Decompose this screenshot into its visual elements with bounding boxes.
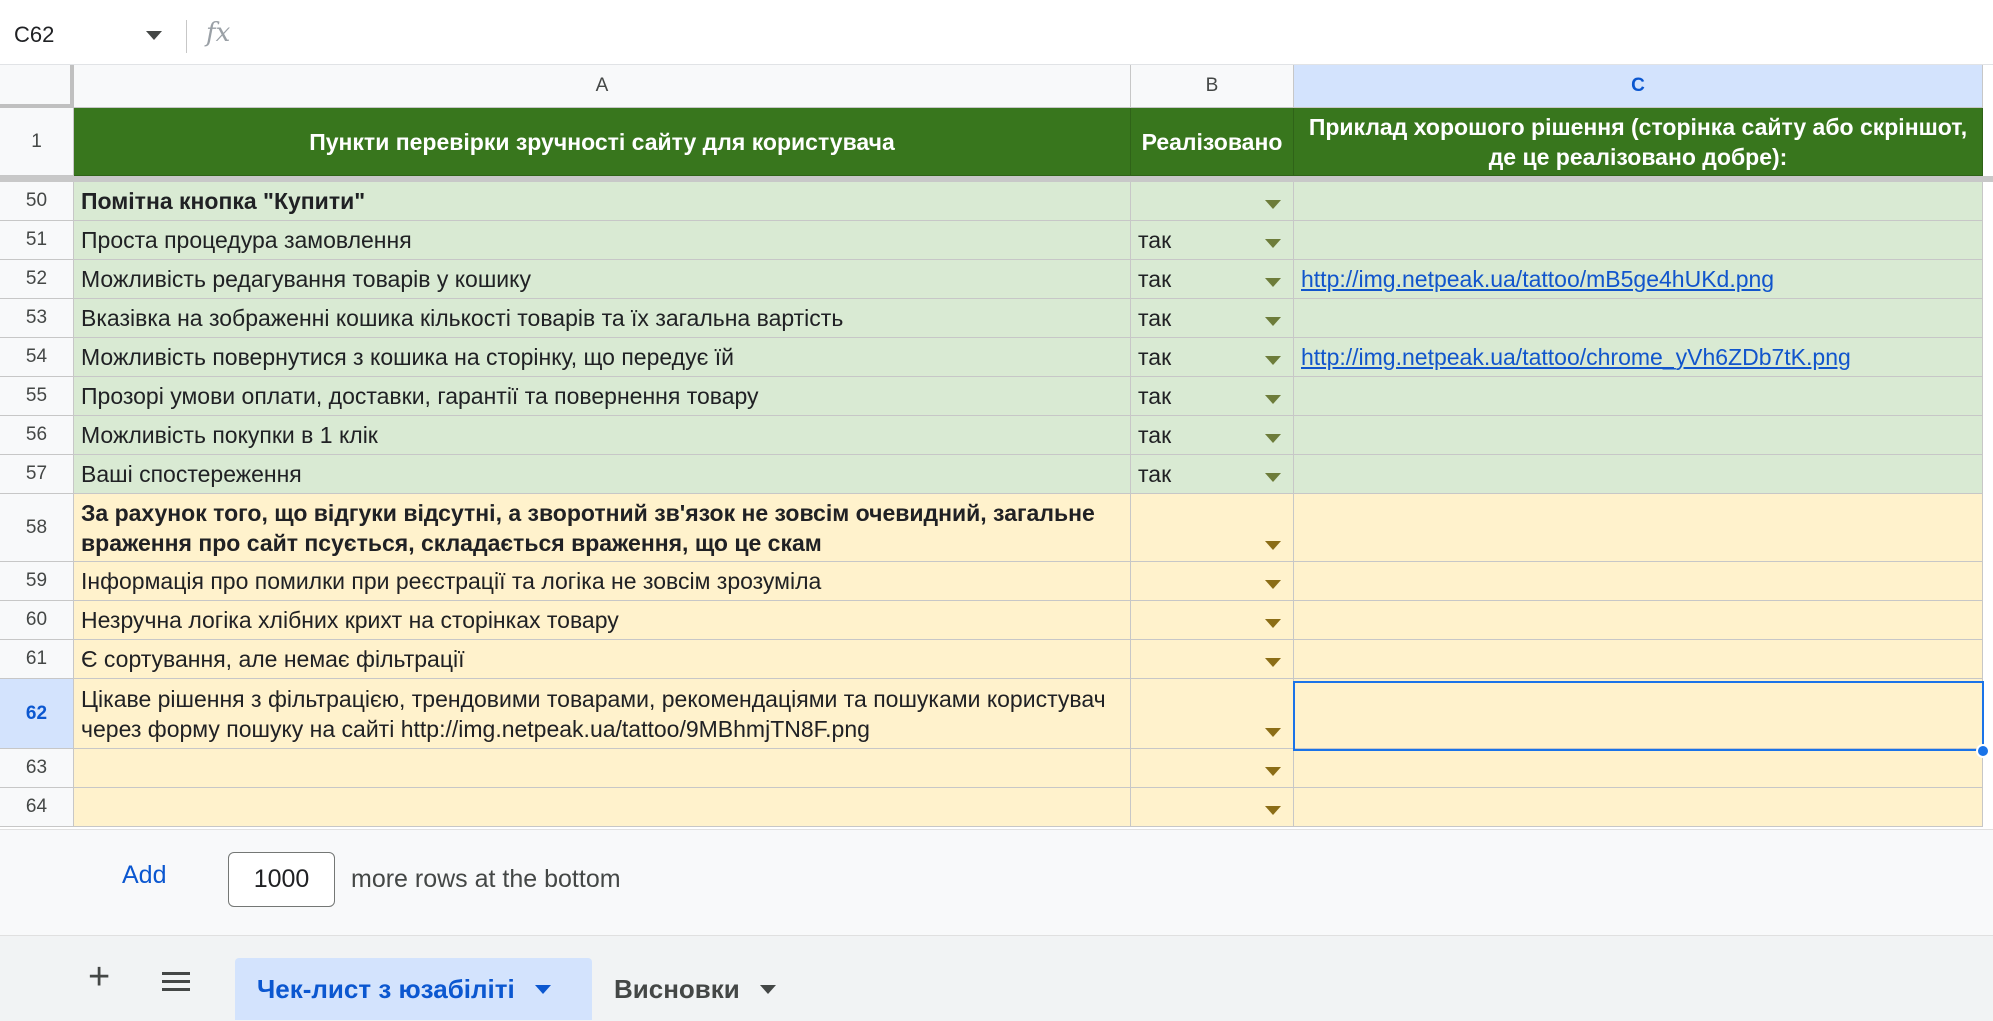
- add-rows-label: more rows at the bottom: [351, 865, 621, 893]
- formula-bar: [0, 0, 1993, 65]
- cell-c50[interactable]: [1294, 182, 1983, 221]
- sheet-tab-label: Чек-лист з юзабіліті: [257, 973, 515, 1004]
- dropdown-arrow-icon[interactable]: [1265, 767, 1281, 776]
- row-header-58[interactable]: 58: [0, 494, 74, 562]
- cell-b54[interactable]: [1131, 338, 1294, 377]
- sheet-tab-label: Висновки: [614, 973, 740, 1004]
- cell-c55[interactable]: [1294, 377, 1983, 416]
- cell-b55[interactable]: [1131, 377, 1294, 416]
- dropdown-arrow-icon[interactable]: [1265, 619, 1281, 628]
- sheet-tab-conclusions[interactable]: [592, 958, 798, 1020]
- cell-b56[interactable]: [1131, 416, 1294, 455]
- cell-c64[interactable]: [1294, 788, 1983, 827]
- cell-a62[interactable]: Цікаве рішення з фільтрацією, трендовими товарами, рекомендаціями та пошуками користувач через форму пошуку на сайті http://img.netpeak.ua/tattoo/9MBhmjTN8F.png: [74, 679, 1131, 749]
- dropdown-arrow-icon[interactable]: [1265, 317, 1281, 326]
- cell-b-value: так: [1138, 227, 1172, 253]
- cell-c51[interactable]: [1294, 221, 1983, 260]
- cell-a53[interactable]: Вказівка на зображенні кошика кількості товарів та їх загальна вартість: [74, 299, 1131, 338]
- sheet-tab-usability-checklist[interactable]: [235, 958, 592, 1020]
- cell-b-value: так: [1138, 305, 1172, 331]
- cell-b52[interactable]: [1131, 260, 1294, 299]
- chevron-down-icon[interactable]: [760, 985, 776, 994]
- dropdown-arrow-icon[interactable]: [1265, 580, 1281, 589]
- cell-c63[interactable]: [1294, 749, 1983, 788]
- cell-c57[interactable]: [1294, 455, 1983, 494]
- dropdown-arrow-icon[interactable]: [1265, 473, 1281, 482]
- row-header-59[interactable]: 59: [0, 562, 74, 601]
- select-all-corner[interactable]: [0, 65, 74, 108]
- header-cell-checkpoints[interactable]: Пункти перевірки зручності сайту для користувача: [74, 108, 1131, 176]
- cell-c58[interactable]: [1294, 494, 1983, 562]
- cell-b-value: так: [1138, 383, 1172, 409]
- column-header-a[interactable]: A: [74, 65, 1131, 108]
- cell-a59[interactable]: Інформація про помилки при реєстрації та логіка не зовсім зрозуміла: [74, 562, 1131, 601]
- name-box[interactable]: C62: [14, 22, 55, 47]
- cell-b62[interactable]: [1131, 679, 1294, 749]
- fill-handle[interactable]: [1976, 744, 1990, 758]
- dropdown-arrow-icon[interactable]: [1265, 278, 1281, 287]
- cell-b-value: так: [1138, 266, 1172, 292]
- header-cell-good-example[interactable]: Приклад хорошого рішення (сторінка сайту або скріншот, де це реалізовано добре):: [1294, 108, 1983, 176]
- cell-a61[interactable]: Є сортування, але немає фільтрації: [74, 640, 1131, 679]
- dropdown-arrow-icon[interactable]: [1265, 434, 1281, 443]
- example-link[interactable]: http://img.netpeak.ua/tattoo/chrome_yVh6ZDb7tK.png: [1301, 344, 1851, 370]
- dropdown-arrow-icon[interactable]: [1265, 395, 1281, 404]
- dropdown-arrow-icon[interactable]: [1265, 356, 1281, 365]
- dropdown-arrow-icon[interactable]: [1265, 541, 1281, 550]
- formula-bar-divider: [186, 20, 187, 53]
- cell-a64[interactable]: [74, 788, 1131, 827]
- add-rows-bar: [0, 829, 1993, 935]
- cell-a55[interactable]: Прозорі умови оплати, доставки, гарантії та повернення товару: [74, 377, 1131, 416]
- cell-b58[interactable]: [1131, 494, 1294, 562]
- row-header-54[interactable]: 54: [0, 338, 74, 377]
- cell-b59[interactable]: [1131, 562, 1294, 601]
- header-cell-implemented[interactable]: Реалізовано: [1131, 108, 1294, 176]
- cell-c60[interactable]: [1294, 601, 1983, 640]
- chevron-down-icon[interactable]: [535, 985, 551, 994]
- name-box-dropdown-icon[interactable]: [146, 31, 162, 40]
- cell-c61[interactable]: [1294, 640, 1983, 679]
- row-header-64[interactable]: 64: [0, 788, 74, 827]
- dropdown-arrow-icon[interactable]: [1265, 728, 1281, 737]
- hamburger-icon[interactable]: [162, 972, 190, 996]
- row-header-51[interactable]: 51: [0, 221, 74, 260]
- row-header-57[interactable]: 57: [0, 455, 74, 494]
- cell-c56[interactable]: [1294, 416, 1983, 455]
- add-rows-button[interactable]: Add: [122, 861, 167, 889]
- cell-b64[interactable]: [1131, 788, 1294, 827]
- dropdown-arrow-icon[interactable]: [1265, 658, 1281, 667]
- cell-a56[interactable]: Можливість покупки в 1 клік: [74, 416, 1131, 455]
- row-header-55[interactable]: 55: [0, 377, 74, 416]
- row-header-62[interactable]: 62: [0, 679, 74, 749]
- plus-icon[interactable]: +: [88, 956, 111, 998]
- cell-a51[interactable]: Проста процедура замовлення: [74, 221, 1131, 260]
- dropdown-arrow-icon[interactable]: [1265, 239, 1281, 248]
- dropdown-arrow-icon[interactable]: [1265, 806, 1281, 815]
- dropdown-arrow-icon[interactable]: [1265, 200, 1281, 209]
- cell-b61[interactable]: [1131, 640, 1294, 679]
- row-header-53[interactable]: 53: [0, 299, 74, 338]
- column-header-c[interactable]: C: [1294, 65, 1983, 108]
- row-header-1[interactable]: 1: [0, 108, 74, 176]
- cell-c59[interactable]: [1294, 562, 1983, 601]
- column-header-b[interactable]: B: [1131, 65, 1294, 108]
- row-header-60[interactable]: 60: [0, 601, 74, 640]
- row-header-61[interactable]: 61: [0, 640, 74, 679]
- cell-b51[interactable]: [1131, 221, 1294, 260]
- row-header-50[interactable]: 50: [0, 182, 74, 221]
- cell-a57[interactable]: Ваші спостереження: [74, 455, 1131, 494]
- sheet-tabs-bar: [0, 935, 1993, 1021]
- row-header-63[interactable]: 63: [0, 749, 74, 788]
- cell-a52[interactable]: Можливість редагування товарів у кошику: [74, 260, 1131, 299]
- row-header-56[interactable]: 56: [0, 416, 74, 455]
- cell-c52[interactable]: [1294, 260, 1983, 299]
- cell-b60[interactable]: [1131, 601, 1294, 640]
- cell-b-value: так: [1138, 344, 1172, 370]
- cell-b50[interactable]: [1131, 182, 1294, 221]
- fx-icon: fx: [206, 18, 231, 48]
- example-link[interactable]: http://img.netpeak.ua/tattoo/mB5ge4hUKd.png: [1301, 266, 1775, 292]
- cell-a63[interactable]: [74, 749, 1131, 788]
- row-header-52[interactable]: 52: [0, 260, 74, 299]
- cell-c53[interactable]: [1294, 299, 1983, 338]
- cell-a60[interactable]: Незручна логіка хлібних крихт на сторінках товару: [74, 601, 1131, 640]
- cell-b57[interactable]: [1131, 455, 1294, 494]
- cell-a58[interactable]: За рахунок того, що відгуки відсутні, а зворотний зв'язок не зовсім очевидний, загальне враження про сайт псується, складається враження, що це скам: [74, 494, 1131, 562]
- cell-b-value: так: [1138, 461, 1172, 487]
- cell-b53[interactable]: [1131, 299, 1294, 338]
- rows-count-input[interactable]: 1000: [228, 852, 335, 907]
- cell-b63[interactable]: [1131, 749, 1294, 788]
- cell-a54[interactable]: Можливість повернутися з кошика на сторінку, що передує їй: [74, 338, 1131, 377]
- cell-a50[interactable]: Помітна кнопка "Купити": [74, 182, 1131, 221]
- cell-c62[interactable]: [1294, 679, 1983, 749]
- cell-c54[interactable]: [1294, 338, 1983, 377]
- cell-b-value: так: [1138, 422, 1172, 448]
